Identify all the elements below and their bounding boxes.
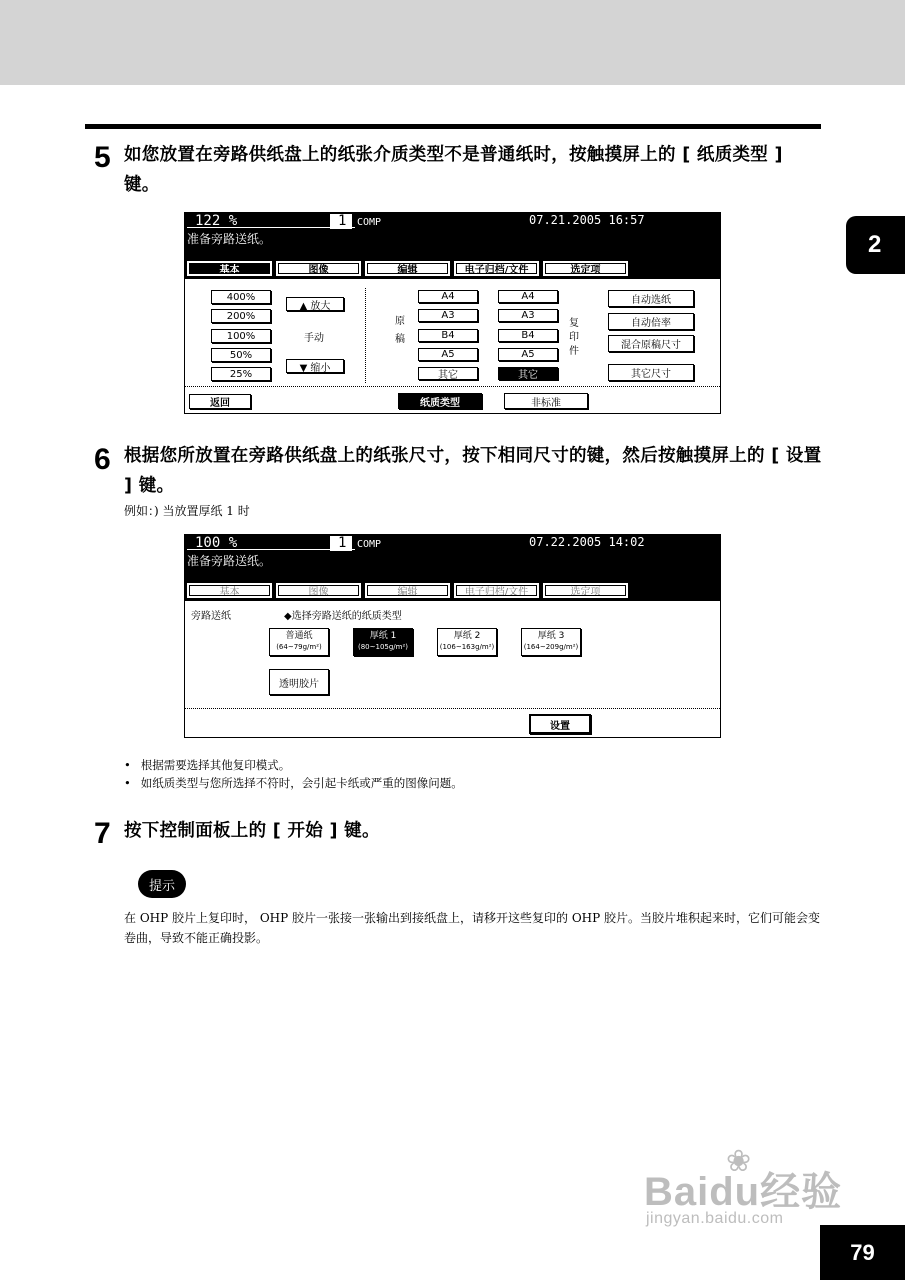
bypass-label: 旁路送纸: [191, 611, 231, 622]
watermark-url: jingyan.baidu.com: [646, 1210, 784, 1227]
zoom-down-button[interactable]: ▼ 缩小: [286, 359, 344, 373]
copy-a5-button[interactable]: A5: [498, 348, 558, 361]
example-caption: 例如：) 当放置厚纸 1 时: [124, 504, 250, 518]
copy-a3-button[interactable]: A3: [498, 309, 558, 322]
zoom-manual-label: 手动: [304, 333, 324, 344]
hint-badge: 提示: [138, 870, 186, 898]
zoom-200-button[interactable]: 200%: [211, 309, 271, 323]
hint-text: 在 OHP 胶片上复印时， OHP 胶片一张接一张输出到接纸盘上，请移开这些复印的 OHP 胶片。当胶片堆积起来时，它们可能会变卷曲，导致不能正确投影。: [124, 911, 821, 945]
original-other-button[interactable]: 其它: [418, 367, 478, 380]
section-rule: [85, 124, 821, 129]
notes-list: [124, 756, 463, 792]
copies-display: 1: [338, 213, 347, 229]
datetime-display: 07.21.2005 16:57: [529, 213, 645, 227]
step-5-number: 5: [94, 141, 111, 174]
tab-efiling[interactable]: 电子归档/文件: [454, 583, 539, 598]
baidu-watermark: [640, 1140, 860, 1230]
tab-image[interactable]: 图像: [276, 261, 361, 276]
tab-edit[interactable]: 编辑: [365, 261, 450, 276]
status-message: 准备旁路送纸。: [187, 554, 272, 568]
tab-basic[interactable]: 基本: [187, 583, 272, 598]
instruction-text: ◆选择旁路送纸的纸质类型: [284, 611, 402, 622]
plain-paper-button[interactable]: 普通纸 (64~79g/m²): [269, 628, 329, 656]
step-5-text: 如您放置在旁路供纸盘上的纸张介质类型不是普通纸时，按触摸屏上的 [ 纸质类型 ] 键。: [124, 145, 783, 195]
datetime-display: 07.22.2005 14:02: [529, 535, 645, 549]
zoom-400-button[interactable]: 400%: [211, 290, 271, 304]
zoom-up-button[interactable]: ▲ 放大: [286, 297, 344, 311]
copies-display: 1: [338, 535, 347, 551]
paper-type-button[interactable]: 纸质类型: [398, 393, 482, 409]
ratio-display: 122 %: [195, 213, 238, 229]
copy-a4-button[interactable]: A4: [498, 290, 558, 303]
zoom-100-button[interactable]: 100%: [211, 329, 271, 343]
back-button[interactable]: 返回: [189, 394, 251, 409]
tab-bar: [187, 261, 628, 276]
thick-2-button[interactable]: 厚纸 2 (106~163g/m²): [437, 628, 497, 656]
tab-options[interactable]: 选定项: [543, 583, 628, 598]
thick-1-button[interactable]: 厚纸 1 (80~105g/m²): [353, 628, 413, 656]
list-item: • 如纸质类型与您所选择不符时，会引起卡纸或严重的图像问题。: [124, 774, 463, 792]
thick-3-button[interactable]: 厚纸 3 (164~209g/m²): [521, 628, 581, 656]
chapter-tab: 2: [846, 216, 905, 274]
touch-screen-paper-type: [184, 534, 721, 738]
auto-ratio-button[interactable]: 自动倍率: [608, 313, 694, 330]
copy-b4-button[interactable]: B4: [498, 329, 558, 342]
zoom-50-button[interactable]: 50%: [211, 348, 271, 362]
mixed-original-button[interactable]: 混合原稿尺寸: [608, 335, 694, 352]
auto-paper-button[interactable]: 自动选纸: [608, 290, 694, 307]
tab-image[interactable]: 图像: [276, 583, 361, 598]
screen-header: [185, 213, 720, 279]
mode-display: COMP: [357, 539, 382, 550]
original-a5-button[interactable]: A5: [418, 348, 478, 361]
top-banner: [0, 0, 905, 85]
paw-icon: ❀: [726, 1145, 752, 1178]
step-6-text: 根据您所放置在旁路供纸盘上的纸张尺寸，按下相同尺寸的键，然后按触摸屏上的 [ 设置 ] 键。: [124, 446, 822, 496]
original-a3-button[interactable]: A3: [418, 309, 478, 322]
step-7-text: 按下控制面板上的 [ 开始 ] 键。: [124, 821, 380, 841]
zoom-25-button[interactable]: 25%: [211, 367, 271, 381]
ohp-film-button[interactable]: 透明胶片: [269, 669, 329, 695]
mode-display: COMP: [357, 217, 382, 228]
status-message: 准备旁路送纸。: [187, 232, 272, 246]
ratio-display: 100 %: [195, 535, 238, 551]
copy-label: 复印件: [569, 318, 579, 357]
screen-header: [185, 535, 720, 601]
list-item: • 根据需要选择其他复印模式。: [124, 756, 463, 774]
original-a4-button[interactable]: A4: [418, 290, 478, 303]
page-number: 79: [820, 1225, 905, 1280]
watermark-brand: Baidu经验: [644, 1170, 843, 1214]
tab-edit[interactable]: 编辑: [365, 583, 450, 598]
tab-efiling[interactable]: 电子归档/文件: [454, 261, 539, 276]
step-7-number: 7: [94, 817, 111, 850]
tab-options[interactable]: 选定项: [543, 261, 628, 276]
set-button[interactable]: 设置: [529, 714, 591, 734]
original-b4-button[interactable]: B4: [418, 329, 478, 342]
tab-basic[interactable]: 基本: [187, 261, 272, 276]
original-label: 原稿: [395, 316, 405, 345]
step-6-number: 6: [94, 443, 111, 476]
copy-other-button[interactable]: 其它: [498, 367, 558, 380]
touch-screen-basic: [184, 212, 721, 414]
other-size-button[interactable]: 其它尺寸: [608, 364, 694, 381]
tab-bar: [187, 583, 628, 598]
nonstandard-button[interactable]: 非标准: [504, 393, 588, 409]
